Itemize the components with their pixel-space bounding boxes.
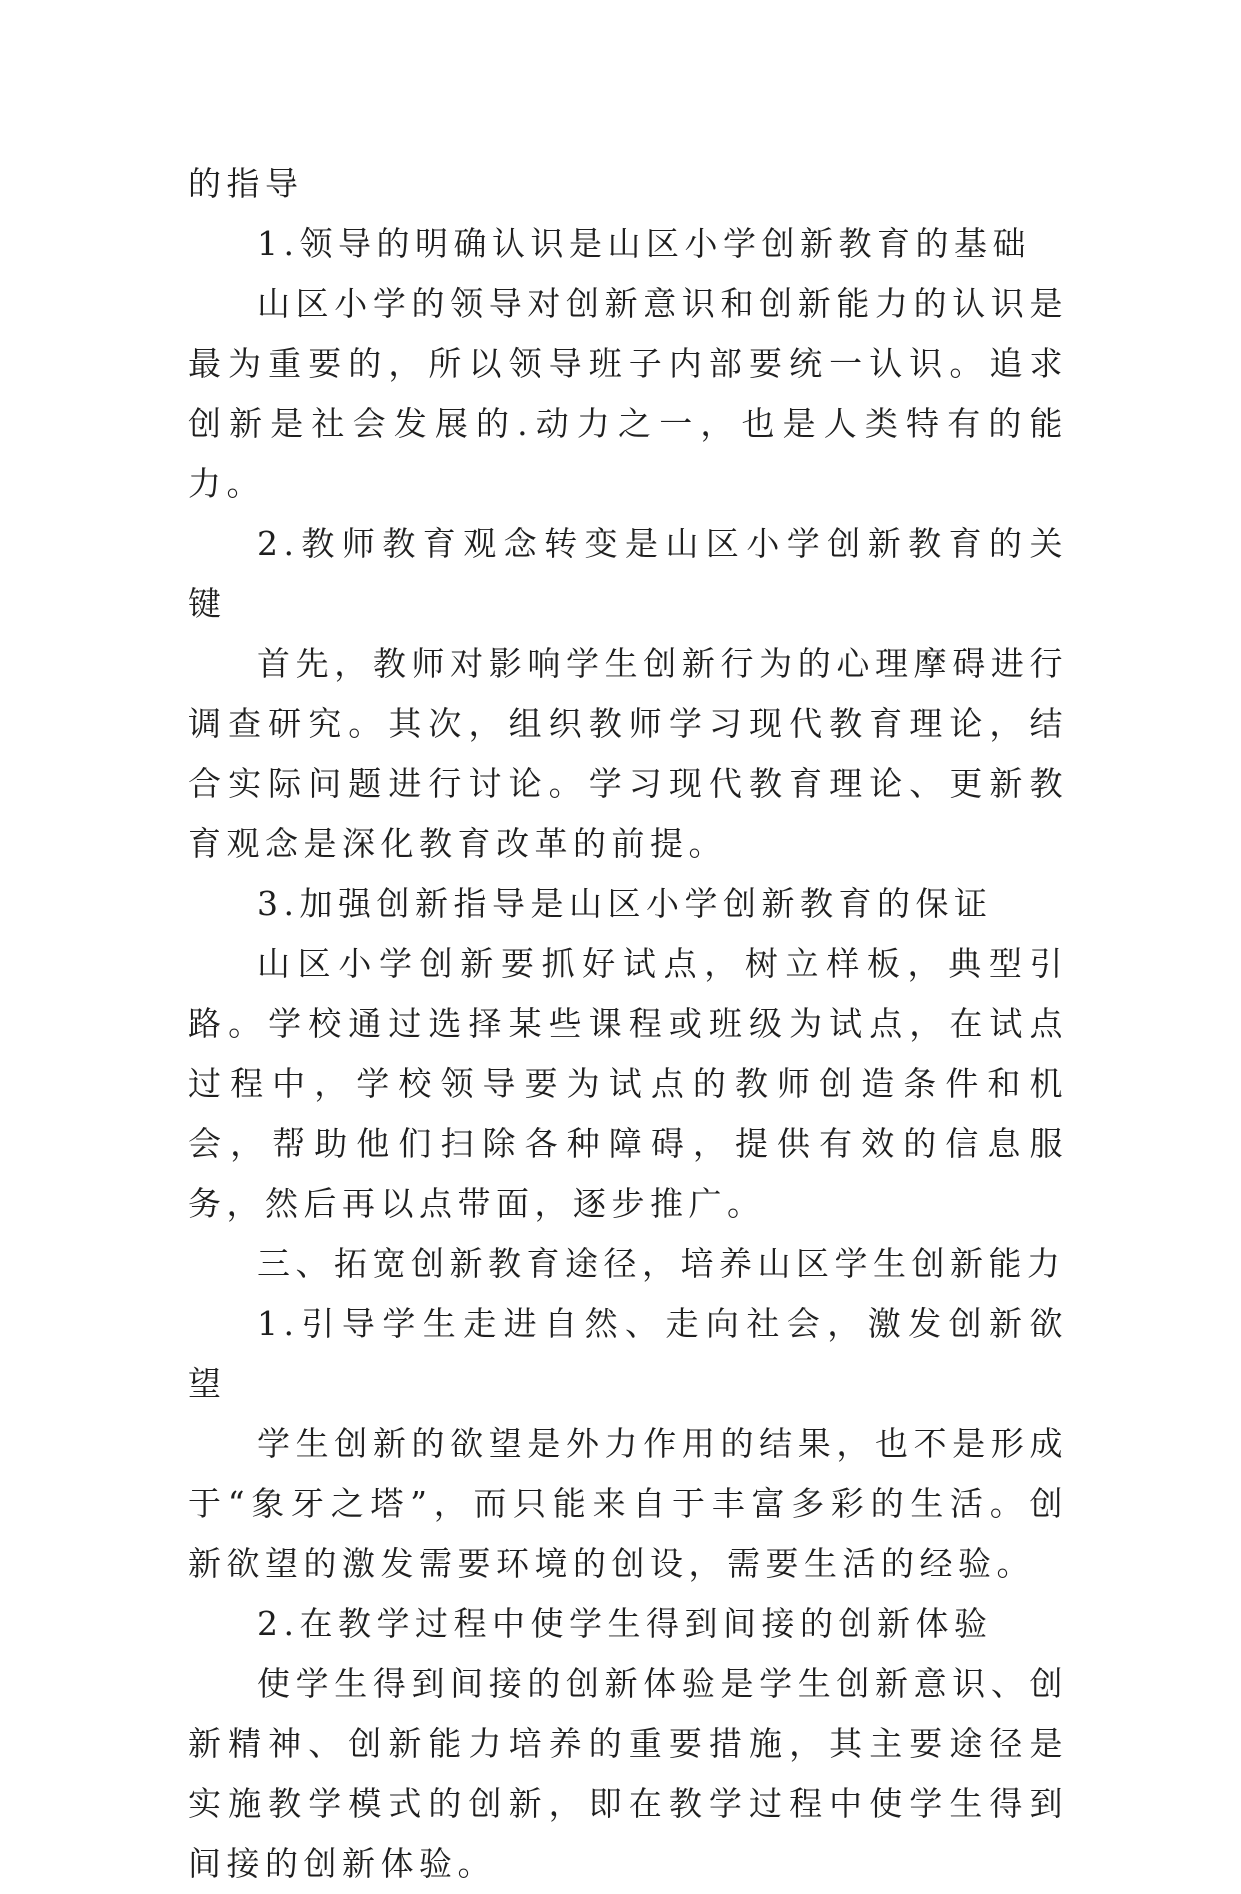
paragraph-teacher-concept: 首先，教师对影响学生创新行为的心理摩碍进行调查研究。其次，组织教师学习现代教育理论，结合实际问题进行讨论。学习现代教育理论、更新教育观念是深化教育改革的前提。: [188, 644, 1068, 863]
subheading-indirect-experience: 2.在教学过程中使学生得到间接的创新体验: [257, 1604, 993, 1643]
paragraph-guidance: 山区小学创新要抓好试点，树立样板，典型引路。学校通过选择某些课程或班级为试点，在试点过程中，学校领导要为试点的教师创造条件和机会，帮助他们扫除各种障碍，提供有效的信息服务，然后再以点带面，逐步推广。: [188, 944, 1068, 1223]
section-heading-three: 三、拓宽创新教育途径，培养山区学生创新能力: [257, 1244, 1066, 1283]
subheading-guidance: 3.加强创新指导是山区小学创新教育的保证: [257, 884, 993, 923]
paragraph-leadership: 山区小学的领导对创新意识和创新能力的认识是最为重要的，所以领导班子内部要统一认识。追求创新是社会发展的.动力之一，也是人类特有的能力。: [188, 284, 1068, 503]
document-body: [188, 154, 1068, 1894]
subheading-leadership: 1.领导的明确认识是山区小学创新教育的基础: [257, 224, 1031, 263]
subheading-teacher-concept: 2.教师教育观念转变是山区小学创新教育的关键: [188, 524, 1068, 623]
subheading-nature-society: 1.引导学生走进自然、走向社会，激发创新欲望: [188, 1304, 1068, 1403]
continuation-text: 的指导: [188, 164, 304, 203]
paragraph-indirect-experience: 使学生得到间接的创新体验是学生创新意识、创新精神、创新能力培养的重要措施，其主要途径是实施教学模式的创新，即在教学过程中使学生得到间接的创新体验。: [188, 1664, 1068, 1883]
paragraph-nature-society: 学生创新的欲望是外力作用的结果，也不是形成于“象牙之塔”，而只能来自于丰富多彩的生活。创新欲望的激发需要环境的创设，需要生活的经验。: [188, 1424, 1068, 1583]
